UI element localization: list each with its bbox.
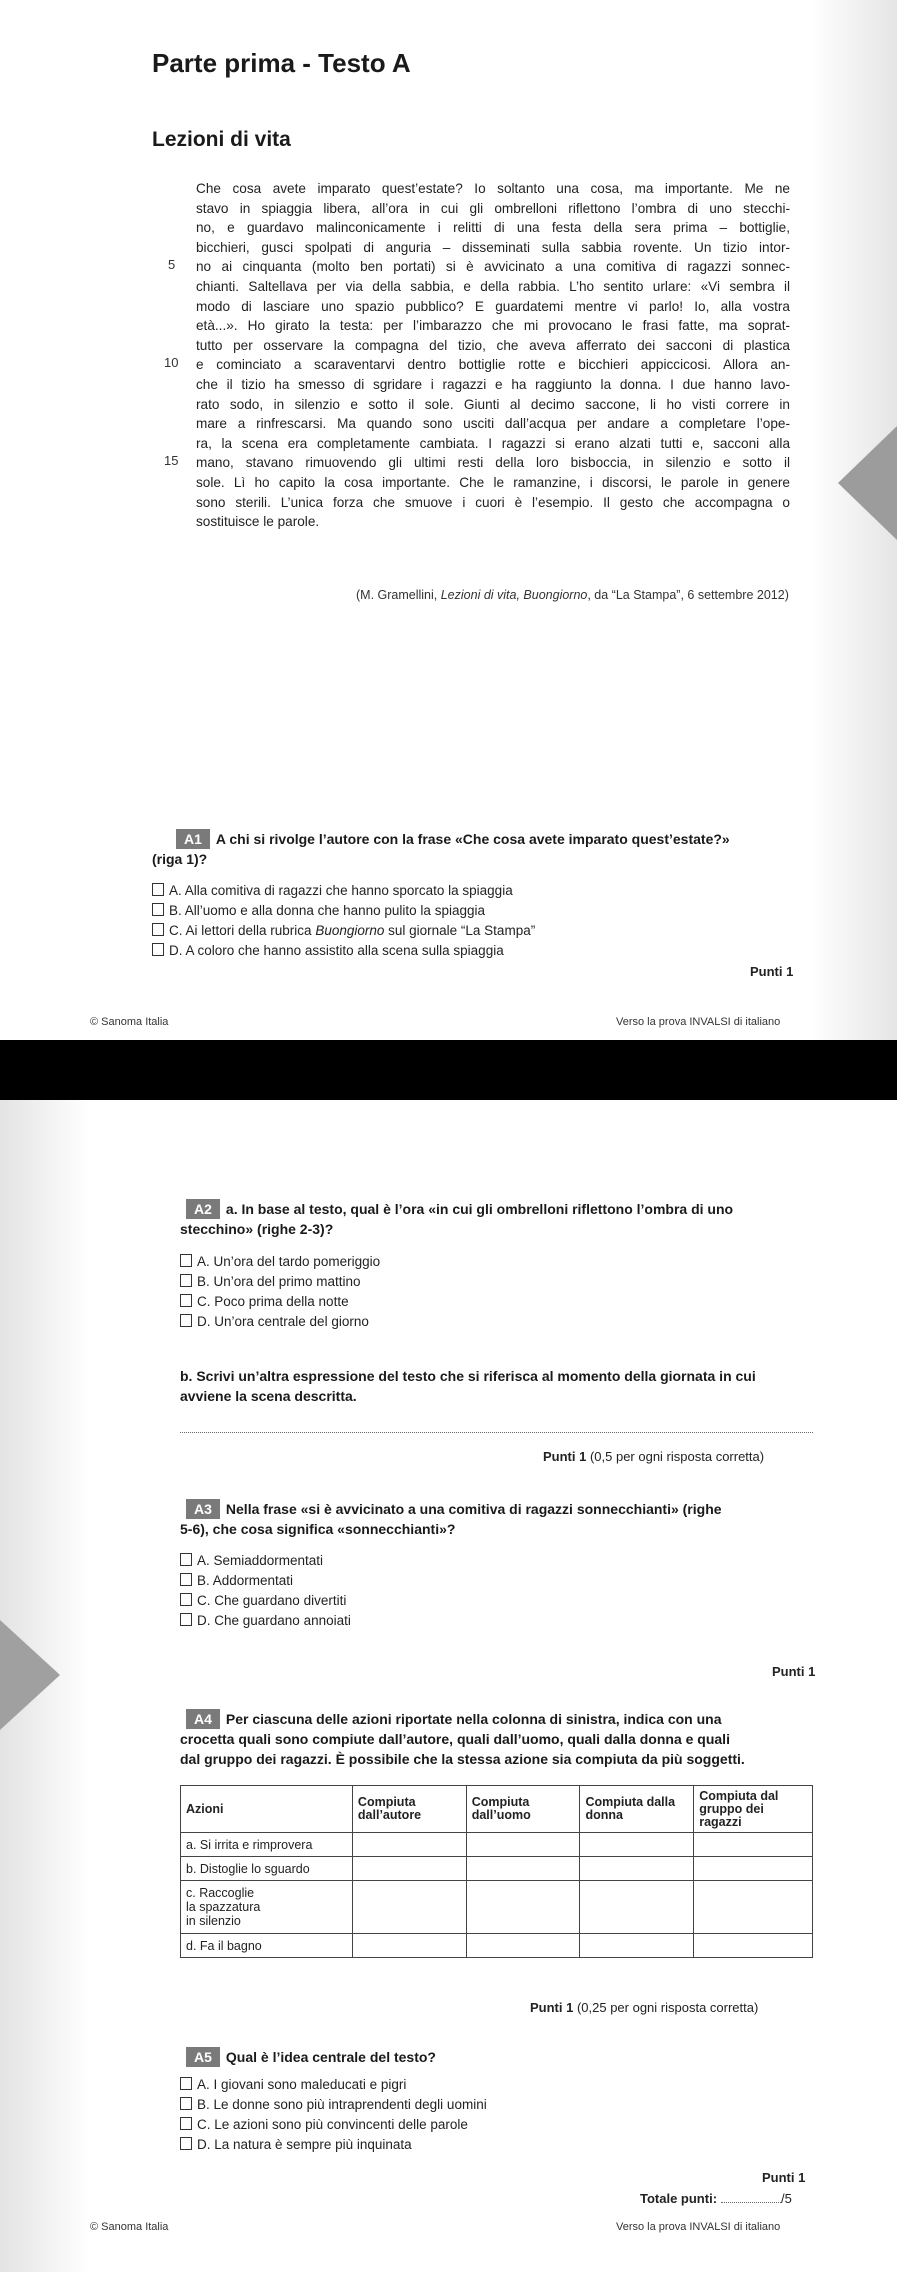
- passage-line: chianti. Saltellava per via della sabbia, e della rabbia. L’ho sentito urlare: «Vi sembra il: [196, 278, 790, 294]
- passage-line: età...». Ho girato la testa: per l’imbarazzo che mi provocano le frasi fatte, ma soprat-: [196, 318, 790, 334]
- a2-option-b[interactable]: B. Un’ora del primo mattino: [180, 1272, 380, 1292]
- checkbox[interactable]: [180, 2137, 192, 2150]
- table-cell-check[interactable]: [466, 1857, 580, 1881]
- table-cell-check[interactable]: [352, 1833, 466, 1857]
- table-cell-check[interactable]: [352, 1881, 466, 1934]
- checkbox[interactable]: [180, 1613, 192, 1626]
- a2-option-c[interactable]: C. Poco prima della notte: [180, 1292, 380, 1312]
- total-score-field[interactable]: [721, 2202, 781, 2203]
- a3-option-c[interactable]: C. Che guardano divertiti: [180, 1591, 351, 1611]
- table-cell-action: c. Raccoglie la spazzatura in silenzio: [181, 1881, 353, 1934]
- question-a5: A5 Qual è l’idea centrale del testo?: [180, 2047, 436, 2067]
- table-cell-check[interactable]: [694, 1934, 813, 1958]
- table-cell-check[interactable]: [466, 1881, 580, 1934]
- a5-score: Punti 1: [762, 2170, 806, 2185]
- table-cell-check[interactable]: [466, 1934, 580, 1958]
- checkbox[interactable]: [152, 923, 164, 936]
- table-row: [181, 1857, 813, 1881]
- passage-line: sostituisce le parole.: [196, 514, 320, 530]
- passage-line: tutto per osservare la compagna del tizio, che aveva afferrato dei sacconi di plastica: [196, 337, 790, 353]
- a2-answer-line[interactable]: [180, 1432, 813, 1433]
- question-a3: A3 Nella frase «si è avvicinato a una comitiva di ragazzi sonnecchianti» (righe 5-6), che cosa significa «sonnecchianti»?: [180, 1501, 722, 1537]
- a3-option-d[interactable]: D. Che guardano annoiati: [180, 1611, 351, 1631]
- next-page-arrow-icon[interactable]: [838, 425, 897, 541]
- checkbox[interactable]: [180, 1553, 192, 1566]
- a4-table: [180, 1785, 813, 1958]
- footer-copyright: © Sanoma Italia: [90, 1016, 169, 1028]
- table-header: Compiuta dalla donna: [580, 1786, 694, 1833]
- passage-line: no, e guardavo malinconicamente i relitti di una festa della sera prima – bottiglie,: [196, 220, 790, 236]
- table-row: [181, 1934, 813, 1958]
- question-badge: A3: [186, 1499, 220, 1519]
- footer-title: Verso la prova INVALSI di italiano: [616, 2221, 781, 2233]
- checkbox[interactable]: [180, 1254, 192, 1267]
- a5-option-c[interactable]: C. Le azioni sono più convincenti delle parole: [180, 2115, 487, 2135]
- footer-copyright: © Sanoma Italia: [90, 2221, 169, 2233]
- a1-option-a[interactable]: A. Alla comitiva di ragazzi che hanno sporcato la spiaggia: [152, 881, 535, 901]
- citation: (M. Gramellini, Lezioni di vita, Buongiorno, da “La Stampa”, 6 settembre 2012): [356, 588, 789, 602]
- table-cell-action: b. Distoglie lo sguardo: [181, 1857, 353, 1881]
- a5-option-a[interactable]: A. I giovani sono maleducati e pigri: [180, 2075, 487, 2095]
- passage-line: mano, stavano rimuovendo gli ultimi resti della loro bisboccia, in silenzio e sotto il: [196, 455, 790, 471]
- table-cell-check[interactable]: [352, 1857, 466, 1881]
- footer-title: Verso la prova INVALSI di italiano: [616, 1016, 781, 1028]
- passage-line: e cominciato a scaraventarvi dentro bottiglie rotte e bicchieri appiccicosi. Allora an-: [196, 357, 790, 373]
- passage-line: bicchieri, gusci spolpati di anguria – disseminati sulla sabbia rovente. Un tizio intor-: [196, 239, 790, 255]
- a2-options: [180, 1252, 380, 1332]
- passage-line: stavo in spiaggia libera, all’ora in cui gli ombrelloni riflettono l’ombra di uno stecchi-: [196, 200, 790, 216]
- passage-line: che il tizio ha smesso di sgridare i ragazzi e ha raggiunto la donna. I due hanno lavo-: [196, 376, 790, 392]
- passage-line: mare a rinfrescarsi. Ma quando sono usciti dall’acqua per andare a completare l’ope-: [196, 416, 790, 432]
- table-header: Compiuta dal gruppo dei ragazzi: [694, 1786, 813, 1833]
- question-badge: A2: [186, 1199, 220, 1219]
- a3-option-b[interactable]: B. Addormentati: [180, 1571, 351, 1591]
- table-cell-check[interactable]: [352, 1934, 466, 1958]
- checkbox[interactable]: [180, 2097, 192, 2110]
- question-a4: A4 Per ciascuna delle azioni riportate nella colonna di sinistra, indica con una crocetta quali sono compiute dall’autore, quali dall’uomo, quali dalla donna e quali dal gruppo dei ragazzi. È possibile che la stessa azione sia compiuta da più soggetti.: [180, 1711, 745, 1767]
- table-cell-action: a. Si irrita e rimprovera: [181, 1833, 353, 1857]
- table-header: Azioni: [181, 1786, 353, 1833]
- a2-score: Punti 1 (0,5 per ogni risposta corretta): [543, 1449, 765, 1464]
- question-badge: A1: [176, 829, 210, 849]
- checkbox[interactable]: [180, 1294, 192, 1307]
- table-cell-check[interactable]: [580, 1833, 694, 1857]
- a5-option-d[interactable]: D. La natura è sempre più inquinata: [180, 2135, 487, 2155]
- passage-line: rato sodo, in silenzio e sotto il sole. Giunti al decimo saccone, li ho visti correre in: [196, 396, 790, 412]
- passage-line: ra, la scena era completamente cambiata. I ragazzi si erano alzati tutti e, sacconi alla: [196, 435, 790, 451]
- checkbox[interactable]: [152, 903, 164, 916]
- passage-text: [196, 179, 790, 532]
- passage-line: sole. Lì ho capito la cosa importante. Che le ramanzine, i discorsi, le parole in genere: [196, 474, 790, 490]
- passage-line: modo di lasciare uno spazio pubblico? E guardatemi mentre vi parlo! Io, alla vostra: [196, 298, 790, 314]
- checkbox[interactable]: [180, 2117, 192, 2130]
- checkbox[interactable]: [152, 943, 164, 956]
- table-cell-check[interactable]: [580, 1934, 694, 1958]
- question-badge: A5: [186, 2047, 220, 2067]
- line-number-5: 5: [168, 257, 176, 272]
- a4-score: Punti 1 (0,25 per ogni risposta corretta): [530, 2000, 759, 2015]
- page-separator: [0, 1040, 897, 1100]
- table-header: Compiuta dall’uomo: [466, 1786, 580, 1833]
- section-title: Parte prima - Testo A: [152, 48, 411, 78]
- a2-part-b: b. Scrivi un’altra espressione del testo che si riferisca al momento della giornata in cui avviene la scena descritta.: [180, 1368, 756, 1404]
- checkbox[interactable]: [180, 1573, 192, 1586]
- question-a1: A1 A chi si rivolge l’autore con la frase «Che cosa avete imparato quest’estate?» (riga 1)?: [152, 831, 730, 867]
- a1-score: Punti 1: [750, 964, 794, 979]
- table-header-row: [181, 1786, 813, 1833]
- checkbox[interactable]: [180, 1593, 192, 1606]
- checkbox[interactable]: [180, 1314, 192, 1327]
- table-cell-check[interactable]: [466, 1833, 580, 1857]
- passage-title: Lezioni di vita: [152, 128, 291, 151]
- passage-line: Che cosa avete imparato quest’estate? Io soltanto una cosa, ma importante. Me ne: [196, 181, 790, 196]
- line-number-10: 10: [164, 355, 179, 370]
- a3-options: [180, 1551, 351, 1631]
- table-cell-check[interactable]: [580, 1857, 694, 1881]
- a3-score: Punti 1: [772, 1664, 816, 1679]
- a5-option-b[interactable]: B. Le donne sono più intraprendenti degli uomini: [180, 2095, 487, 2115]
- line-number-15: 15: [164, 453, 179, 468]
- table-row: [181, 1881, 813, 1934]
- table-cell-check[interactable]: [694, 1857, 813, 1881]
- a3-option-a[interactable]: A. Semiaddormentati: [180, 1551, 351, 1571]
- table-cell-check[interactable]: [580, 1881, 694, 1934]
- passage-line: no ai cinquanta (molto ben portati) si è avvicinato a una comitiva di ragazzi sonnec-: [196, 259, 790, 275]
- table-header: Compiuta dall’autore: [352, 1786, 466, 1833]
- a1-option-c[interactable]: C. Ai lettori della rubrica Buongiorno sul giornale “La Stampa”: [152, 921, 535, 941]
- a1-options: [152, 881, 535, 961]
- table-row: [181, 1833, 813, 1857]
- question-badge: A4: [186, 1709, 220, 1729]
- question-a2: A2 a. In base al testo, qual è l’ora «in cui gli ombrelloni riflettono l’ombra di uno stecchino» (righe 2-3)?: [180, 1201, 734, 1237]
- table-cell-action: d. Fa il bagno: [181, 1934, 353, 1958]
- total-score: Totale punti: /5: [640, 2191, 792, 2206]
- checkbox[interactable]: [180, 1274, 192, 1287]
- a1-option-d[interactable]: D. A coloro che hanno assistito alla scena sulla spiaggia: [152, 941, 535, 961]
- a5-options: [180, 2075, 487, 2155]
- a2-option-a[interactable]: A. Un’ora del tardo pomeriggio: [180, 1252, 380, 1272]
- table-cell-check[interactable]: [694, 1833, 813, 1857]
- checkbox[interactable]: [180, 2077, 192, 2090]
- a2-option-d[interactable]: D. Un’ora centrale del giorno: [180, 1312, 380, 1332]
- checkbox[interactable]: [152, 883, 164, 896]
- passage-line: sono sterili. L’unica forza che smuove i cuori è l’esempio. Il gesto che accompagna o: [196, 494, 790, 510]
- table-cell-check[interactable]: [694, 1881, 813, 1934]
- previous-page-arrow-icon[interactable]: [0, 1620, 60, 1730]
- a1-option-b[interactable]: B. All’uomo e alla donna che hanno pulito la spiaggia: [152, 901, 535, 921]
